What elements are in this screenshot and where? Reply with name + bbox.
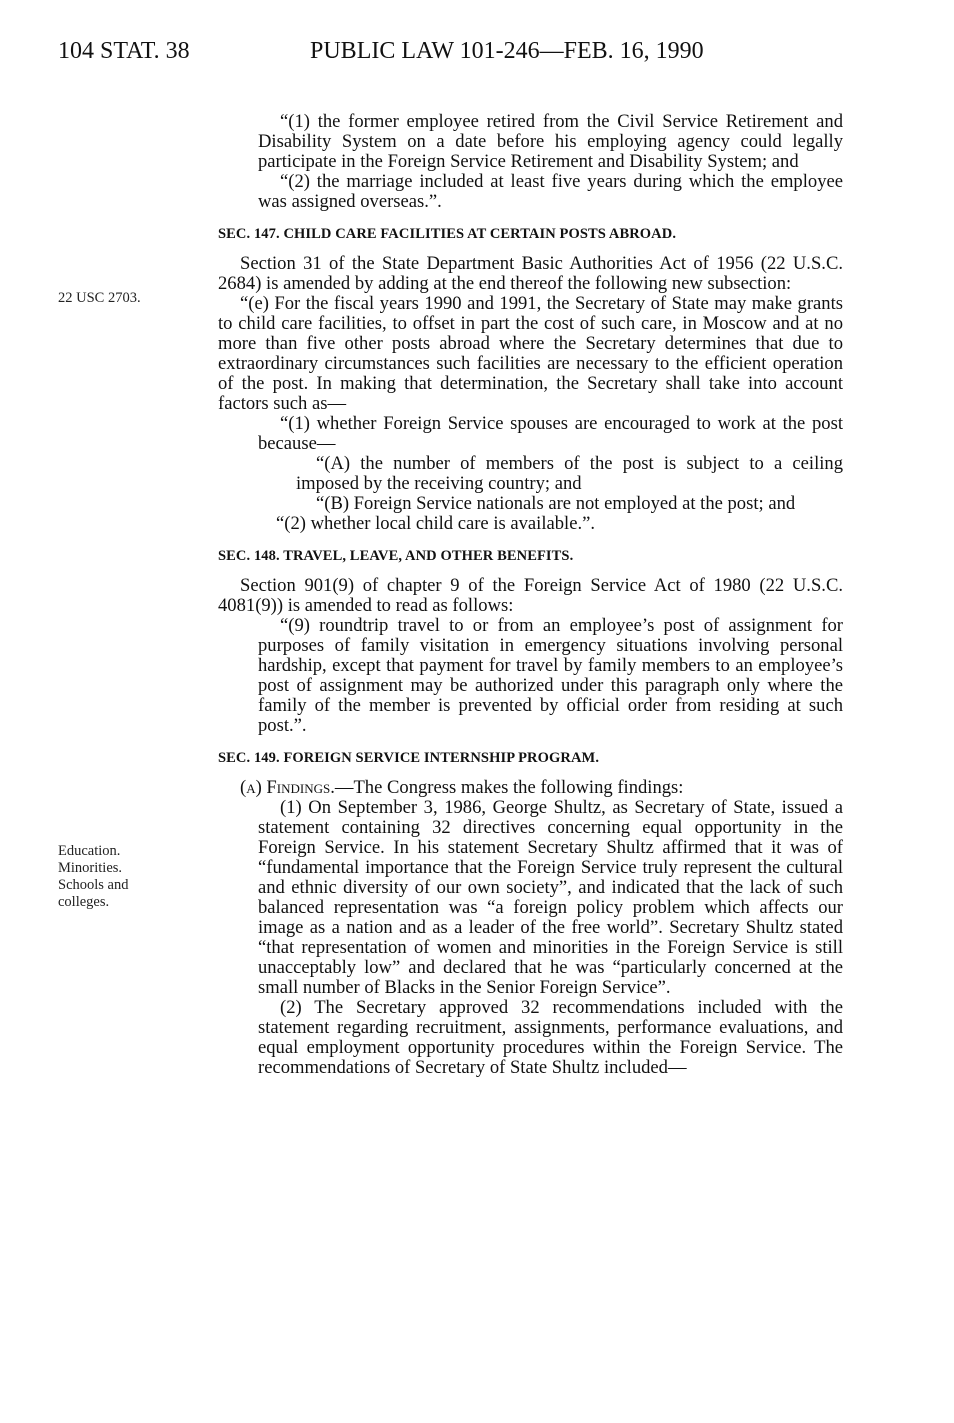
- section-paragraph: Section 901(9) of chapter 9 of the Foreign Service Act of 1980 (22 U.S.C. 4081(9)) is amended to read as follows:: [218, 575, 843, 616]
- finding-paragraph: (2) The Secretary approved 32 recommendations included with the statement regarding recruitment, assignments, performance evaluations, and equal employment opportunity procedures within the Foreign Service. The recommendations of Secretary of State Shultz included—: [258, 997, 843, 1078]
- document-body: [218, 112, 843, 1078]
- section-heading-148: SEC. 148. TRAVEL, LEAVE, AND OTHER BENEFITS.: [218, 548, 574, 564]
- clause-paragraph: “(1) whether Foreign Service spouses are encouraged to work at the post because—: [258, 413, 843, 454]
- margin-topic: Education.: [58, 843, 121, 859]
- page-reference: 104 STAT. 38: [58, 38, 190, 64]
- clause-paragraph: “(9) roundtrip travel to or from an employee’s post of assignment for purposes of family visitation in emergency situations involving personal hardship, except that payment for travel by family members to an employee’s post of assignment may be authorized under this paragraph only where the family of the member is prevented by official order from residing at such post.”.: [258, 615, 843, 736]
- section-heading-149: SEC. 149. FOREIGN SERVICE INTERNSHIP PROGRAM.: [218, 750, 600, 766]
- findings-label: (a) Findings.: [240, 777, 335, 798]
- finding-paragraph: (1) On September 3, 1986, George Shultz, as Secretary of State, issued a statement containing 32 directives concerning equal opportunity in the Foreign Service. In his statement Secretary Shultz affirmed that it was of “fundamental importance that the Foreign Service truly represent the cultural and ethnic diversity of our own society”, and indicated that the lack of such balanced representation was “a foreign policy problem which affects our image as a nation and as a leader of the free world”. Secretary Shultz stated “that representation of women and minorities in the Foreign Service is still unacceptably low” and declared that he was “particularly concerned at the small number of Blacks in the Senior Foreign Service”.: [258, 797, 843, 998]
- section-paragraph: Section 31 of the State Department Basic Authorities Act of 1956 (22 U.S.C. 2684) is amended by adding at the end thereof the following new subsection:: [218, 253, 843, 294]
- clause-paragraph: “(2) the marriage included at least five years during which the employee was assigned overseas.”.: [258, 171, 843, 212]
- clause-paragraph: “(2) whether local child care is available.”.: [276, 513, 596, 534]
- running-title: PUBLIC LAW 101-246—FEB. 16, 1990: [310, 38, 704, 64]
- margin-topic: colleges.: [58, 894, 110, 910]
- margin-topic: Minorities.: [58, 860, 123, 876]
- margin-topic: Schools and: [58, 877, 129, 893]
- section-heading-147: SEC. 147. CHILD CARE FACILITIES AT CERTAIN POSTS ABROAD.: [218, 226, 677, 242]
- subclause-paragraph: “(A) the number of members of the post is subject to a ceiling imposed by the receiving country; and: [296, 453, 843, 494]
- subclause-paragraph: “(B) Foreign Service nationals are not employed at the post; and: [316, 493, 796, 514]
- margin-note-usc: 22 USC 2703.: [58, 290, 141, 306]
- margin-note-topics: [58, 843, 128, 911]
- page-header: [58, 38, 914, 78]
- subsection-paragraph: “(e) For the fiscal years 1990 and 1991, the Secretary of State may make grants to child care facilities, to offset in part the cost of such care, in Moscow and at no more than five other posts abroad where the Secretary determines that due to extraordinary circumstances such facilities are necessary to the efficient operation of the post. In making that determination, the Secretary shall take into account factors such as—: [218, 293, 843, 414]
- findings-text: —The Congress makes the following findings:: [334, 777, 684, 798]
- clause-paragraph: “(1) the former employee retired from the Civil Service Retirement and Disability System on a date before his employing agency could legally participate in the Foreign Service Retirement and Disability System; and: [258, 111, 843, 172]
- findings-paragraph: [218, 778, 843, 798]
